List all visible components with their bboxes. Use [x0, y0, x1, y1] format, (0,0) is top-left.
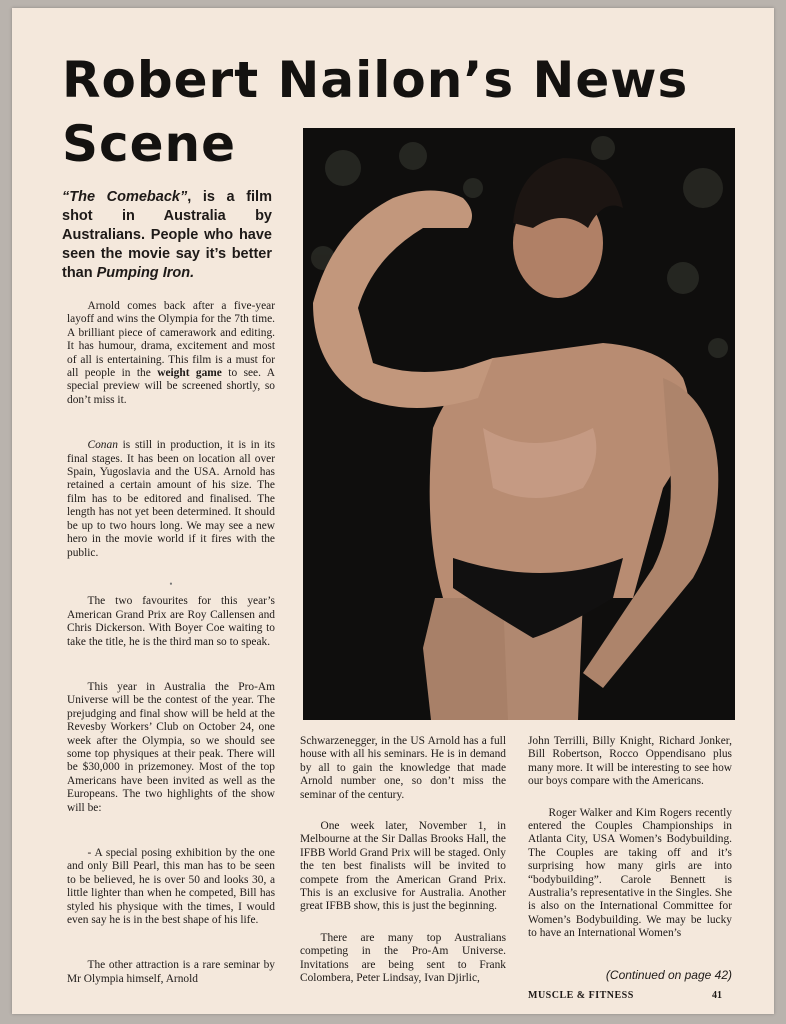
paragraph: There are many top Australians competing in the Pro-Am Universe. Invitations are being sent to Frank Colombera, Peter Lindsay, Ivan Djirlic,: [300, 931, 506, 985]
text-column-2: [300, 735, 506, 1004]
continued-note: (Continued on page 42): [605, 968, 732, 982]
magazine-name: MUSCLE & FITNESS: [528, 990, 634, 1001]
paragraph: [67, 300, 275, 407]
paragraph-text: is still in production, it is in its final stages. It has been on location all over Spain, Yugoslavia and the USA. Arnold has retained a certain amount of his size. The film has to be editored and finalised. The length has not yet been determined. It should be up to two hours long. We may see a new hero in the movie world if it fires with the public.: [67, 439, 275, 559]
paragraph: One week later, November 1, in Melbourne at the Sir Dallas Brooks Hall, the IFBB World Grand Prix will be staged. Only the ten best finalists will be invited to compete from the American Grand Prix. This is an exclusive for Australia. Another great IFBB show, this is just the beginning.: [300, 820, 506, 913]
bodybuilder-photo: [303, 128, 735, 720]
paragraph: - A special posing exhibition by the one and only Bill Pearl, this man has to be seen to be believed, he is over 50 and looks 30, a little lighter than when he competed, Bill has styled his physique with the times, I would even say he is in the best shape of his life.: [67, 847, 275, 927]
article-lede: [62, 188, 272, 283]
article-title: Robert Nailon’s News Scene: [62, 51, 689, 173]
paragraph-text: Arnold comes back after a five-year layoff and wins the Olympia for the 7th time. A brilliant piece of camerawork and editing. It has humour, drama, excitement and most of all is entertaining. This film is a must for all people in the: [67, 300, 275, 380]
lede-film-title: Pumping Iron.: [96, 265, 195, 281]
page-number: 41: [712, 990, 722, 1001]
text-column-1: [67, 300, 275, 1004]
paragraph: [67, 439, 275, 560]
paragraph: John Terrilli, Billy Knight, Richard Jonker, Bill Robertson, Rocco Oppendisano plus many more. It will be interesting to see how our boys compare with the Americans.: [528, 735, 732, 788]
paragraph: The two favourites for this year’s American Grand Prix are Roy Callensen and Chris Dickerson. With Boyer Coe waiting to take the title, he is the third man so to speak.: [67, 595, 275, 648]
paragraph: This year in Australia the Pro-Am Universe will be the contest of the year. The prejudging and final show will be held at the Revesby Workers’ Club on October 24, one week after the Olympia, so we should see some top physiques at their peak. There will be $30,000 in prizemoney. Most of the top Americans have been invited as well as the Europeans. The two highlights of the show will be:: [67, 680, 275, 814]
separator: •: [169, 578, 173, 589]
paragraph: The other attraction is a rare seminar by Mr Olympia himself, Arnold: [67, 959, 275, 985]
paragraph-bold: weight game: [157, 367, 222, 380]
paragraph: Roger Walker and Kim Rogers recently entered the Couples Championships in Atlanta City, USA Women’s Bodybuilding. The Couples are taking off and it’s surprising how many girls are into “bodybuilding”. Carole Bennett is Australia’s representative in the Singles. She is also on the International Committee for Women’s Bodybuilding. We may be lucky to have an International Women’s: [528, 806, 732, 940]
paragraph: Schwarzenegger, in the US Arnold has a full house with all his seminars. He is in demand by all to gain the knowledge that made Arnold number one, so don’t miss the seminar of the century.: [300, 735, 506, 801]
magazine-page: [12, 8, 774, 1014]
paragraph-italic: Conan: [87, 439, 118, 452]
lede-quote: “The Comeback”: [62, 189, 188, 205]
text-column-3: [528, 735, 732, 959]
lede-text: , is a film shot in Australia by Australians. People who have seen the movie say it’s better than: [62, 189, 272, 281]
paragraph-text: to see. A special preview will be screened shortly, so don’t miss it.: [67, 367, 275, 406]
